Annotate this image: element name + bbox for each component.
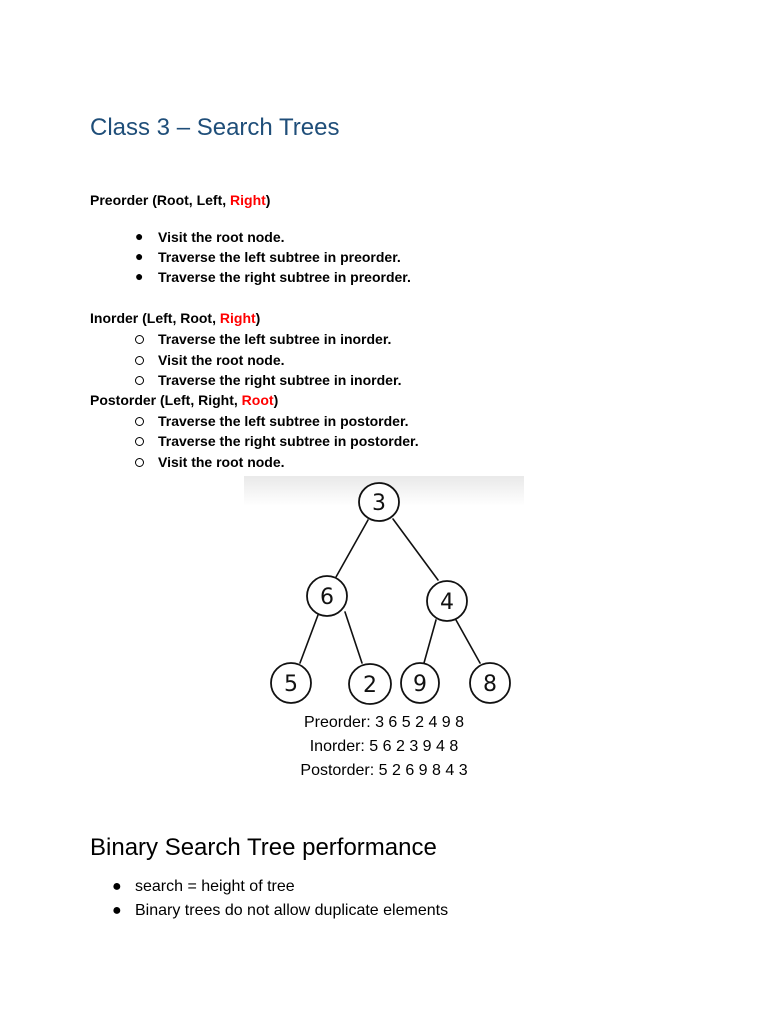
postorder-result: Postorder: 5 2 6 9 8 4 3 — [300, 762, 468, 779]
preorder-item: Traverse the right subtree in preorder. — [158, 269, 411, 285]
preorder-heading-highlight: Right — [230, 192, 266, 208]
inorder-item: Traverse the right subtree in inorder. — [158, 372, 402, 388]
bst-heading: Binary Search Tree performance — [90, 834, 437, 861]
postorder-heading-prefix: Postorder (Left, Right, — [90, 392, 242, 408]
inorder-heading-prefix: Inorder (Left, Root, — [90, 310, 220, 326]
postorder-item: Traverse the right subtree in postorder. — [158, 433, 419, 449]
bst-item: Binary trees do not allow duplicate elements — [135, 902, 449, 919]
preorder-item: Traverse the left subtree in preorder. — [158, 249, 401, 265]
tree-node-label: 5 — [284, 672, 298, 697]
preorder-item: Visit the root node. — [158, 229, 285, 245]
edge — [300, 615, 318, 663]
postorder-heading — [90, 392, 278, 408]
binary-tree-figure — [244, 476, 524, 710]
bullet-icon: ● — [112, 902, 122, 919]
tree-node-label: 6 — [320, 585, 334, 610]
postorder-item: Traverse the left subtree in postorder. — [158, 413, 409, 429]
bullet-icon: ● — [135, 228, 144, 244]
bst-item: search = height of tree — [135, 878, 295, 895]
hollow-bullet-icon — [135, 376, 144, 385]
tree-node-label: 2 — [363, 673, 377, 698]
hollow-bullet-icon — [135, 458, 144, 467]
edge — [336, 520, 368, 577]
hollow-bullet-icon — [135, 356, 144, 365]
bullet-icon: ● — [135, 268, 144, 284]
edge — [393, 519, 438, 580]
bullet-icon: ● — [135, 248, 144, 264]
hollow-bullet-icon — [135, 335, 144, 344]
preorder-heading-suffix: ) — [265, 192, 271, 208]
hollow-bullet-icon — [135, 437, 144, 446]
postorder-item: Visit the root node. — [158, 454, 285, 470]
postorder-heading-suffix: ) — [273, 392, 279, 408]
inorder-heading — [90, 310, 260, 326]
inorder-heading-highlight: Right — [219, 310, 256, 326]
preorder-result: Preorder: 3 6 5 2 4 9 8 — [303, 714, 465, 731]
inorder-result: Inorder: 5 6 2 3 9 4 8 — [309, 738, 459, 755]
preorder-heading — [90, 192, 270, 208]
tree-node-label: 4 — [440, 590, 454, 615]
postorder-heading-highlight: Root — [241, 392, 274, 408]
inorder-item: Visit the root node. — [158, 352, 285, 368]
binary-tree-diagram — [244, 476, 524, 710]
edge — [424, 620, 436, 663]
hollow-bullet-icon — [135, 417, 144, 426]
inorder-heading-suffix: ) — [255, 310, 261, 326]
edge — [456, 620, 480, 663]
tree-node-label: 8 — [483, 672, 497, 697]
edge — [345, 612, 362, 663]
preorder-heading-prefix: Preorder (Root, Left, — [90, 192, 231, 208]
inorder-item: Traverse the left subtree in inorder. — [158, 331, 392, 347]
page-title: Class 3 – Search Trees — [90, 114, 340, 141]
bullet-icon: ● — [112, 878, 122, 895]
tree-node-label: 3 — [372, 491, 386, 516]
tree-node-label: 9 — [413, 672, 427, 697]
